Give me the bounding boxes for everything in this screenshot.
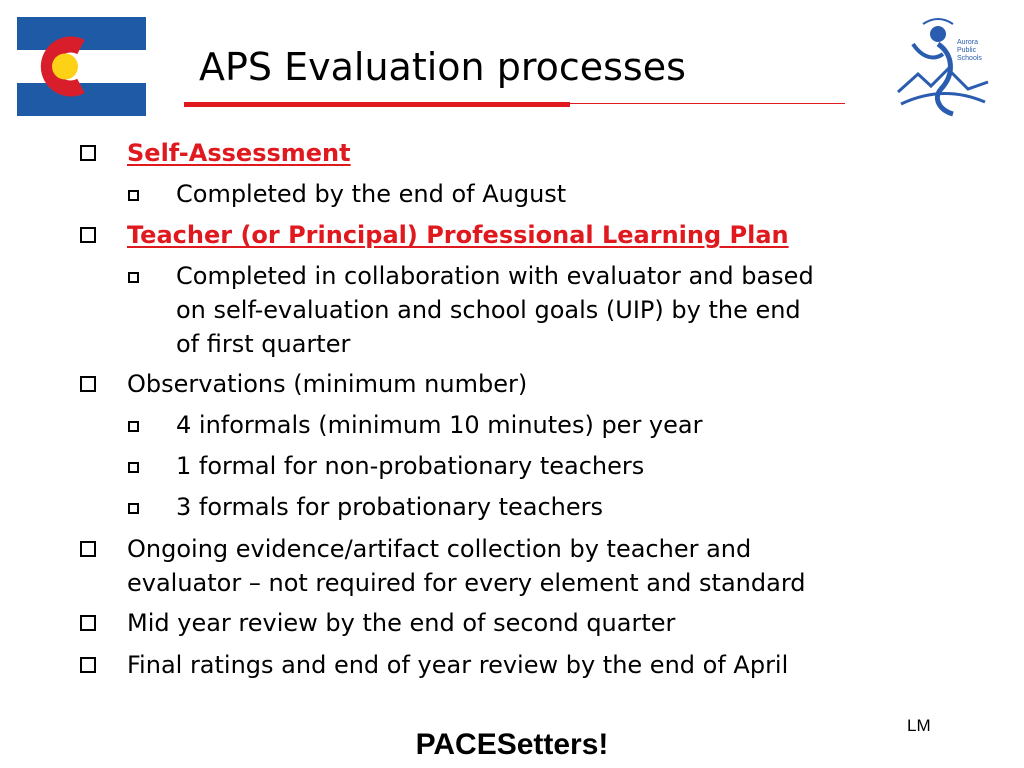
sub-bullet-item (176, 259, 814, 361)
bullet-item (127, 532, 806, 600)
checkbox-bullet-icon (80, 615, 96, 631)
checkbox-bullet-icon (128, 421, 139, 432)
slide-title: APS Evaluation processes (199, 45, 686, 89)
checkbox-bullet-icon (80, 145, 96, 161)
checkbox-bullet-icon (80, 541, 96, 557)
checkbox-bullet-icon (128, 462, 139, 473)
bullet-text-line: of first quarter (176, 330, 351, 358)
checkbox-bullet-icon (128, 190, 139, 201)
bullet-text-line[interactable]: Teacher (or Principal) Professional Learning Plan (127, 221, 789, 249)
logo-text-line: Schools (957, 55, 982, 62)
bullet-item (127, 367, 527, 401)
bullet-text-line: Mid year review by the end of second quarter (127, 609, 676, 637)
bullet-text-line: Final ratings and end of year review by the end of April (127, 651, 789, 679)
bullet-text-line: on self-evaluation and school goals (UIP) by the end (176, 296, 801, 324)
checkbox-bullet-icon (80, 376, 96, 392)
bullet-item (127, 648, 788, 682)
sub-bullet-item (176, 408, 702, 442)
bullet-item (127, 218, 789, 252)
sub-bullet-item (176, 177, 566, 211)
bullet-text-line: Ongoing evidence/artifact collection by teacher and (127, 535, 752, 563)
bullet-text-line: Observations (minimum number) (127, 370, 528, 398)
logo-text-line: Aurora (957, 39, 979, 46)
bullet-item (127, 136, 351, 170)
bullet-text-line: evaluator – not required for every element and standard (127, 569, 806, 597)
author-initials: LM (907, 716, 931, 735)
bullet-item (127, 606, 675, 640)
bullet-text-line: 3 formals for probationary teachers (176, 493, 603, 521)
bullet-text-line: Completed in collaboration with evaluator and based (176, 262, 814, 290)
bullet-text-line[interactable]: Self-Assessment (127, 139, 351, 167)
checkbox-bullet-icon (80, 227, 96, 243)
bullet-text-line: 1 formal for non-probationary teachers (176, 452, 645, 480)
footer-tagline: PACESetters! (415, 728, 609, 761)
bullet-text-line: Completed by the end of August (176, 180, 567, 208)
sub-bullet-item (176, 490, 603, 524)
checkbox-bullet-icon (128, 272, 139, 283)
bullet-text-line: 4 informals (minimum 10 minutes) per year (176, 411, 703, 439)
sub-bullet-item (176, 449, 644, 483)
checkbox-bullet-icon (128, 503, 139, 514)
checkbox-bullet-icon (80, 657, 96, 673)
logo-text-line: Public (957, 47, 977, 54)
